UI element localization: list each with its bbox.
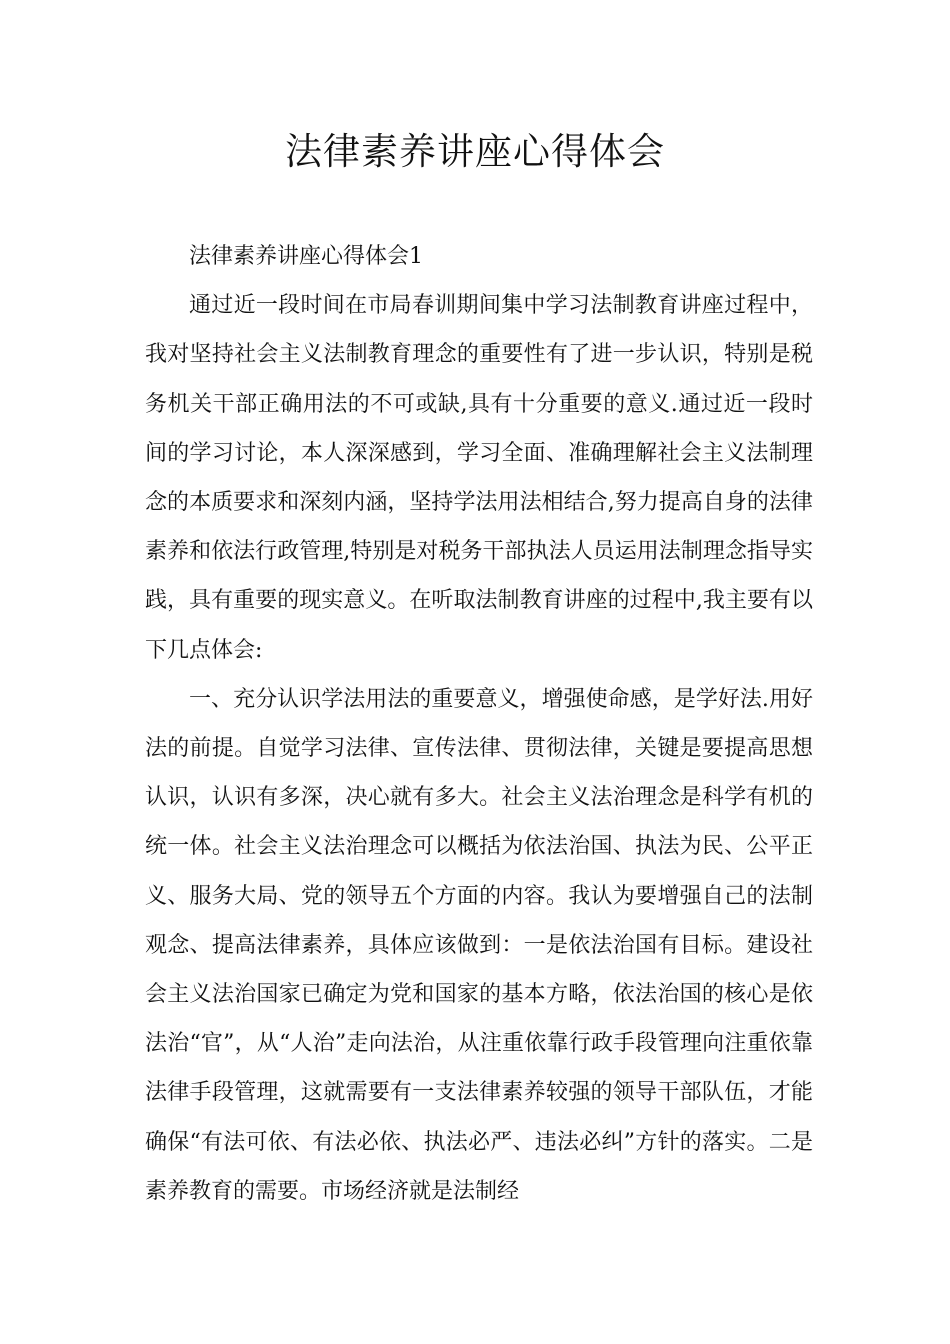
document-title: 法律素养讲座心得体会 [285, 130, 665, 173]
section-heading: 法律素养讲座心得体会1 [189, 244, 423, 269]
paragraph-intro: 通过近一段时间在市局春训期间集中学习法制教育讲座过程中，我对坚持社会主义法制教育理念的重要性有了进一步认识，特别是税务机关干部正确用法的不可或缺,具有十分重要的意义.通过近一段时间的学习讨论，本人深深感到，学习全面、准确理解社会主义法制理念的本质要求和深刻内涵，坚持学法用法相结合,努力提高自身的法律素养和依法行政管理,特别是对税务干部执法人员运用法制理念指导实践，具有重要的现实意义。在听取法制教育讲座的过程中,我主要有以下几点体会: [145, 293, 813, 663]
document-body [145, 232, 813, 1216]
paragraph-point-one: 一、充分认识学法用法的重要意义，增强使命感，是学好法.用好法的前提。自觉学习法律、宣传法律、贯彻法律，关键是要提高思想认识，认识有多深，决心就有多大。社会主义法治理念是科学有机的统一体。社会主义法治理念可以概括为依法治国、执法为民、公平正义、服务大局、党的领导五个方面的内容。我认为要增强自己的法制观念、提高法律素养，具体应该做到：一是依法治国有目标。建设社会主义法治国家已确定为党和国家的基本方略，依法治国的核心是依法治“官”，从“人治”走向法治，从注重依靠行政手段管理向注重依靠法律手段管理，这就需要有一支法律素养较强的领导干部队伍，才能确保“有法可依、有法必依、执法必严、违法必纠”方针的落实。二是素养教育的需要。市场经济就是法制经 [145, 686, 813, 1204]
